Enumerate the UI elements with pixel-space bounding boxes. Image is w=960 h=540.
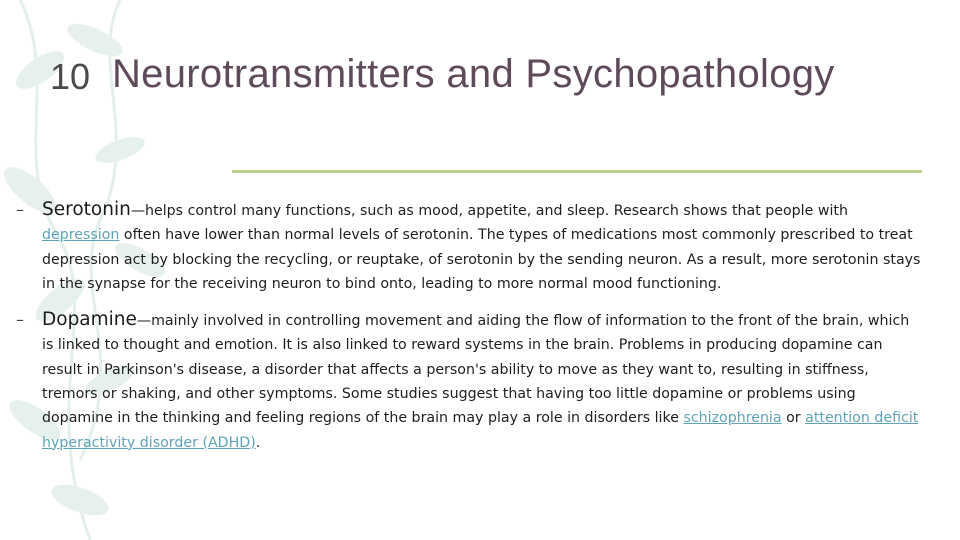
term-serotonin: Serotonin — [42, 199, 131, 220]
serotonin-text-part-2: often have lower than normal levels of serotonin. The types of medications most commonly prescribed to treat depression act by blocking the recycling, or reuptake, of serotonin by the sending neuron. As a result, more serotonin stays in the synapse for the receiving neuron to bind onto, leading to more normal mood functioning. — [42, 227, 921, 292]
title-divider — [232, 170, 922, 173]
term-dopamine: Dopamine — [42, 309, 137, 331]
dopamine-text-part-2: or — [781, 410, 806, 427]
page-title: Neurotransmitters and Psychopathology — [112, 52, 835, 96]
slide-number: 10 — [50, 56, 91, 97]
bullet-dash: – — [16, 310, 24, 330]
adhd-link[interactable]: attention deficit hyperactivity disorder (ADHD) — [42, 410, 919, 451]
bullet-dash: – — [16, 200, 24, 219]
bullet-serotonin — [16, 198, 921, 296]
bullet-dopamine — [16, 308, 921, 455]
dopamine-text-part-3: . — [255, 434, 261, 451]
dopamine-text-part-1: —mainly involved in controlling movement and aiding the flow of information to the front of the brain, which is linked to thought and emotion. It is also linked to reward systems in the brain. Problems in producing dopamine can result in Parkinson's disease, a disorder that affects a person's ability to move as they want to, resulting in stiffness, tremors or shaking, and other symptoms. Some studies suggest that having too little dopamine or problems using dopamine in the thinking and feeling regions of the brain may play a role in disorders like — [42, 313, 910, 427]
schizophrenia-link[interactable]: schizophrenia — [683, 410, 782, 427]
serotonin-text-part-1: —helps control many functions, such as mood, appetite, and sleep. Research shows that people with — [130, 203, 848, 219]
slide-body — [16, 198, 921, 467]
depression-link[interactable]: depression — [42, 227, 120, 244]
